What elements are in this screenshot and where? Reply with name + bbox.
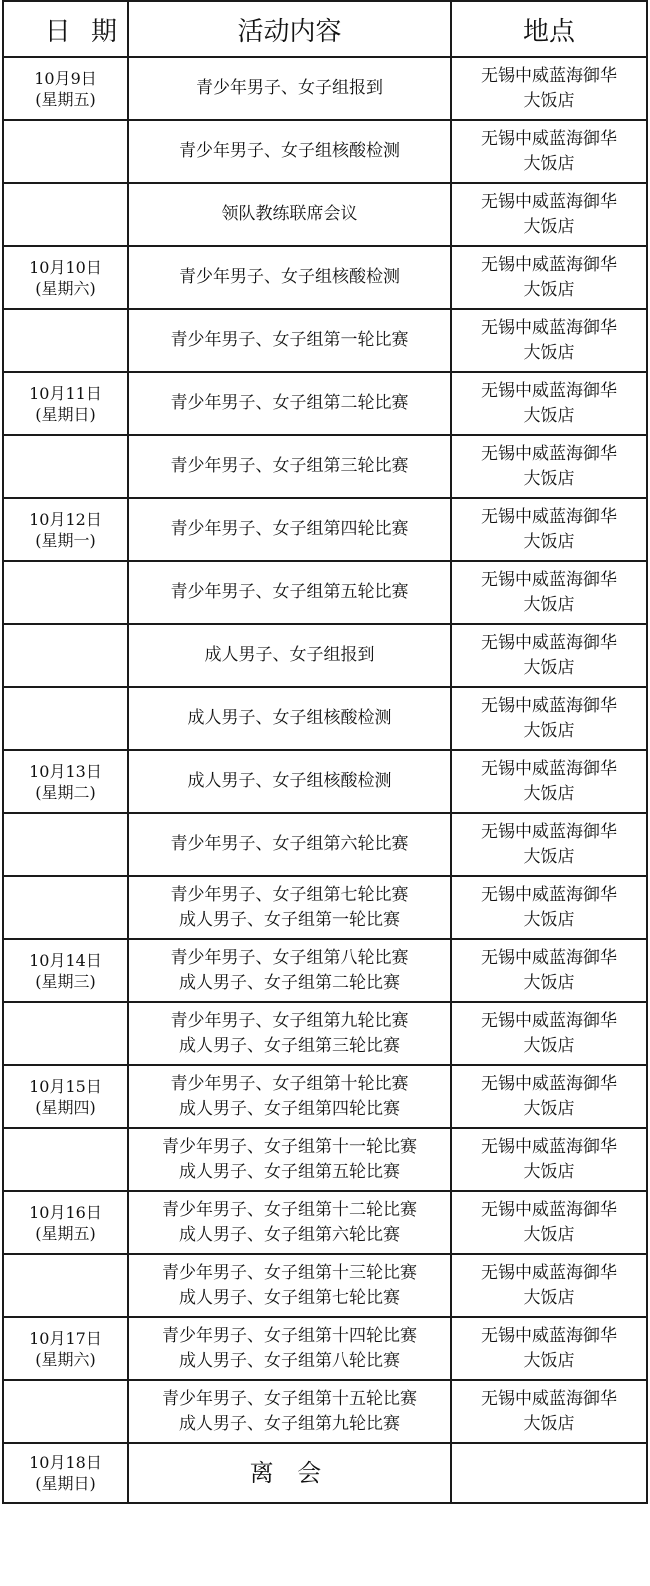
activity-cell-line: 青少年男子、女子组第一轮比赛 [170,330,409,350]
date-cell [3,1254,128,1317]
date-cell [3,372,128,435]
table-row [3,624,647,687]
date-cell [3,876,128,939]
activity-cell [128,1128,451,1191]
date-cell-line: 10月14日 [29,950,102,970]
date-cell [3,120,128,183]
header-row [3,1,647,57]
table-row [3,57,647,120]
activity-cell [128,1317,451,1380]
date-cell-line: (星期一) [35,530,96,550]
activity-cell [128,372,451,435]
place-cell-line: 无锡中威蓝海御华 [481,1199,617,1220]
place-cell-line: 无锡中威蓝海御华 [481,1136,617,1157]
date-cell-line: 10月13日 [29,761,102,781]
date-cell [3,939,128,1002]
table-row [3,246,647,309]
departure-cell: 离 会 [128,1443,451,1503]
activity-cell-line: 青少年男子、女子组第十五轮比赛 [162,1388,417,1409]
place-cell [451,435,647,498]
activity-cell-line: 成人男子、女子组第二轮比赛 [179,972,400,993]
date-cell-line: (星期六) [35,278,96,298]
activity-cell [128,1380,451,1443]
place-cell [451,939,647,1002]
place-cell-line: 大饭店 [523,216,575,237]
activity-cell-line: 成人男子、女子组第三轮比赛 [179,1035,400,1056]
table-row-departure [3,1443,647,1503]
place-cell-line: 大饭店 [523,1035,575,1056]
activity-cell-line: 成人男子、女子组核酸检测 [187,708,392,728]
date-cell-line: 10月15日 [29,1076,102,1096]
activity-cell [128,183,451,246]
activity-cell [128,1065,451,1128]
table-row [3,1254,647,1317]
date-cell [3,1128,128,1191]
place-cell-line: 无锡中威蓝海御华 [481,443,617,464]
date-cell-line: (星期四) [35,1097,96,1117]
activity-cell-line: 青少年男子、女子组第九轮比赛 [170,1010,409,1031]
place-cell-line: 无锡中威蓝海御华 [481,1325,617,1346]
activity-cell-line: 青少年男子、女子组核酸检测 [179,267,400,287]
place-cell-line: 大饭店 [523,783,575,804]
activity-cell [128,309,451,372]
place-cell-line: 大饭店 [523,594,575,615]
activity-cell-line: 成人男子、女子组第一轮比赛 [179,909,400,930]
date-cell [3,750,128,813]
place-cell-line: 大饭店 [523,405,575,426]
date-cell [3,1443,128,1503]
date-cell-line: (星期二) [35,782,96,802]
activity-cell [128,624,451,687]
activity-cell-line: 青少年男子、女子组第十二轮比赛 [162,1199,417,1220]
place-cell [451,1191,647,1254]
place-cell-line: 无锡中威蓝海御华 [481,569,617,590]
place-cell [451,876,647,939]
activity-cell [128,435,451,498]
activity-cell-line: 领队教练联席会议 [221,204,358,224]
place-cell [451,120,647,183]
date-cell-line: (星期六) [35,1349,96,1369]
place-cell-line: 大饭店 [523,909,575,930]
place-cell [451,1380,647,1443]
table-row [3,120,647,183]
place-cell [451,1128,647,1191]
activity-cell-line: 青少年男子、女子组第六轮比赛 [170,834,409,854]
date-cell-line: 10月11日 [29,383,102,403]
table-row [3,1065,647,1128]
activity-cell [128,813,451,876]
activity-cell-line: 青少年男子、女子组第八轮比赛 [170,947,409,968]
table-row [3,687,647,750]
activity-cell [128,561,451,624]
activity-cell-line: 成人男子、女子组第五轮比赛 [179,1161,400,1182]
table-row [3,1191,647,1254]
place-cell-line: 无锡中威蓝海御华 [481,821,617,842]
date-cell [3,624,128,687]
activity-cell [128,939,451,1002]
place-cell-line: 无锡中威蓝海御华 [481,506,617,527]
activity-cell-line: 青少年男子、女子组第十轮比赛 [170,1073,409,1094]
activity-cell-line: 青少年男子、女子组报到 [196,78,383,98]
date-cell [3,183,128,246]
date-cell-line: (星期五) [35,89,96,109]
activity-cell [128,1254,451,1317]
date-cell-line: (星期日) [35,404,96,424]
activity-cell-line: 青少年男子、女子组第十三轮比赛 [162,1262,417,1283]
schedule-wrapper [2,0,648,1504]
activity-cell-line: 青少年男子、女子组第四轮比赛 [170,519,409,539]
place-cell-line: 无锡中威蓝海御华 [481,884,617,905]
activity-cell-line: 青少年男子、女子组第七轮比赛 [170,884,409,905]
place-cell-line: 无锡中威蓝海御华 [481,695,617,716]
table-row [3,372,647,435]
place-cell-line: 大饭店 [523,342,575,363]
activity-cell [128,246,451,309]
activity-cell [128,1002,451,1065]
table-row [3,561,647,624]
table-row [3,813,647,876]
date-cell [3,309,128,372]
table-row [3,1380,647,1443]
date-cell [3,561,128,624]
activity-cell-line: 成人男子、女子组报到 [204,645,375,665]
date-cell-line: (星期五) [35,1223,96,1243]
header-date: 日 期 [3,1,128,57]
activity-cell-line: 成人男子、女子组第九轮比赛 [179,1413,400,1434]
date-cell [3,687,128,750]
table-row [3,183,647,246]
date-cell [3,813,128,876]
place-cell-line: 大饭店 [523,1287,575,1308]
place-cell [451,750,647,813]
table-row [3,750,647,813]
place-cell [451,1317,647,1380]
place-cell [451,561,647,624]
date-cell-line: (星期日) [35,1474,96,1493]
place-cell [451,498,647,561]
place-cell-line: 无锡中威蓝海御华 [481,758,617,779]
activity-cell [128,876,451,939]
place-cell-line: 大饭店 [523,720,575,741]
date-cell-line: 10月12日 [29,509,102,529]
activity-cell-line: 青少年男子、女子组第五轮比赛 [170,582,409,602]
place-cell-line: 大饭店 [523,1224,575,1245]
date-cell-line: 10月10日 [29,257,102,277]
activity-cell-line: 成人男子、女子组第四轮比赛 [179,1098,400,1119]
place-cell-line: 无锡中威蓝海御华 [481,1262,617,1283]
table-row [3,1128,647,1191]
place-cell-line: 无锡中威蓝海御华 [481,254,617,275]
place-cell [451,309,647,372]
schedule-body [3,57,647,1503]
place-cell-line: 大饭店 [523,1098,575,1119]
table-row [3,435,647,498]
activity-cell-line: 成人男子、女子组第六轮比赛 [179,1224,400,1245]
date-cell-line: 10月9日 [34,68,97,88]
place-cell-empty [451,1443,647,1503]
place-cell-line: 无锡中威蓝海御华 [481,65,617,86]
place-cell-line: 大饭店 [523,153,575,174]
place-cell-line: 大饭店 [523,468,575,489]
place-cell-line: 无锡中威蓝海御华 [481,380,617,401]
activity-cell [128,57,451,120]
schedule-table [2,0,648,1504]
activity-cell-line: 青少年男子、女子组第二轮比赛 [170,393,409,413]
place-cell-line: 大饭店 [523,90,575,111]
date-cell [3,57,128,120]
table-row [3,309,647,372]
table-row [3,1002,647,1065]
place-cell [451,1254,647,1317]
table-row [3,498,647,561]
date-cell-line: 10月17日 [29,1328,102,1348]
place-cell [451,687,647,750]
activity-cell-line: 青少年男子、女子组核酸检测 [179,141,400,161]
place-cell-line: 大饭店 [523,1350,575,1371]
activity-cell-line: 成人男子、女子组核酸检测 [187,771,392,791]
table-row [3,939,647,1002]
place-cell-line: 无锡中威蓝海御华 [481,317,617,338]
activity-cell-line: 成人男子、女子组第八轮比赛 [179,1350,400,1371]
place-cell [451,372,647,435]
activity-cell [128,498,451,561]
activity-cell-line: 青少年男子、女子组第三轮比赛 [170,456,409,476]
activity-cell-line: 成人男子、女子组第七轮比赛 [179,1287,400,1308]
place-cell-line: 大饭店 [523,531,575,552]
date-cell-line: (星期三) [35,971,96,991]
place-cell-line: 无锡中威蓝海御华 [481,947,617,968]
place-cell-line: 无锡中威蓝海御华 [481,191,617,212]
date-cell [3,1191,128,1254]
date-cell [3,1317,128,1380]
table-row [3,1317,647,1380]
activity-cell-line: 青少年男子、女子组第十一轮比赛 [162,1136,417,1157]
activity-cell [128,120,451,183]
place-cell [451,57,647,120]
place-cell [451,624,647,687]
place-cell [451,246,647,309]
header-place: 地点 [451,1,647,57]
date-cell [3,1065,128,1128]
activity-cell [128,1191,451,1254]
date-cell [3,498,128,561]
date-cell-line: 10月18日 [29,1453,102,1472]
date-cell [3,1380,128,1443]
date-cell-line: 10月16日 [29,1202,102,1222]
place-cell [451,813,647,876]
activity-cell [128,687,451,750]
place-cell-line: 大饭店 [523,279,575,300]
date-cell [3,1002,128,1065]
place-cell [451,1065,647,1128]
place-cell [451,183,647,246]
place-cell-line: 大饭店 [523,972,575,993]
place-cell [451,1002,647,1065]
table-row [3,876,647,939]
activity-cell [128,750,451,813]
place-cell-line: 大饭店 [523,657,575,678]
place-cell-line: 无锡中威蓝海御华 [481,128,617,149]
place-cell-line: 无锡中威蓝海御华 [481,1010,617,1031]
place-cell-line: 无锡中威蓝海御华 [481,1388,617,1409]
date-cell [3,435,128,498]
date-cell [3,246,128,309]
place-cell-line: 大饭店 [523,1161,575,1182]
activity-cell-line: 青少年男子、女子组第十四轮比赛 [162,1325,417,1346]
header-activity: 活动内容 [128,1,451,57]
place-cell-line: 大饭店 [523,1413,575,1434]
place-cell-line: 大饭店 [523,846,575,867]
place-cell-line: 无锡中威蓝海御华 [481,1073,617,1094]
place-cell-line: 无锡中威蓝海御华 [481,632,617,653]
